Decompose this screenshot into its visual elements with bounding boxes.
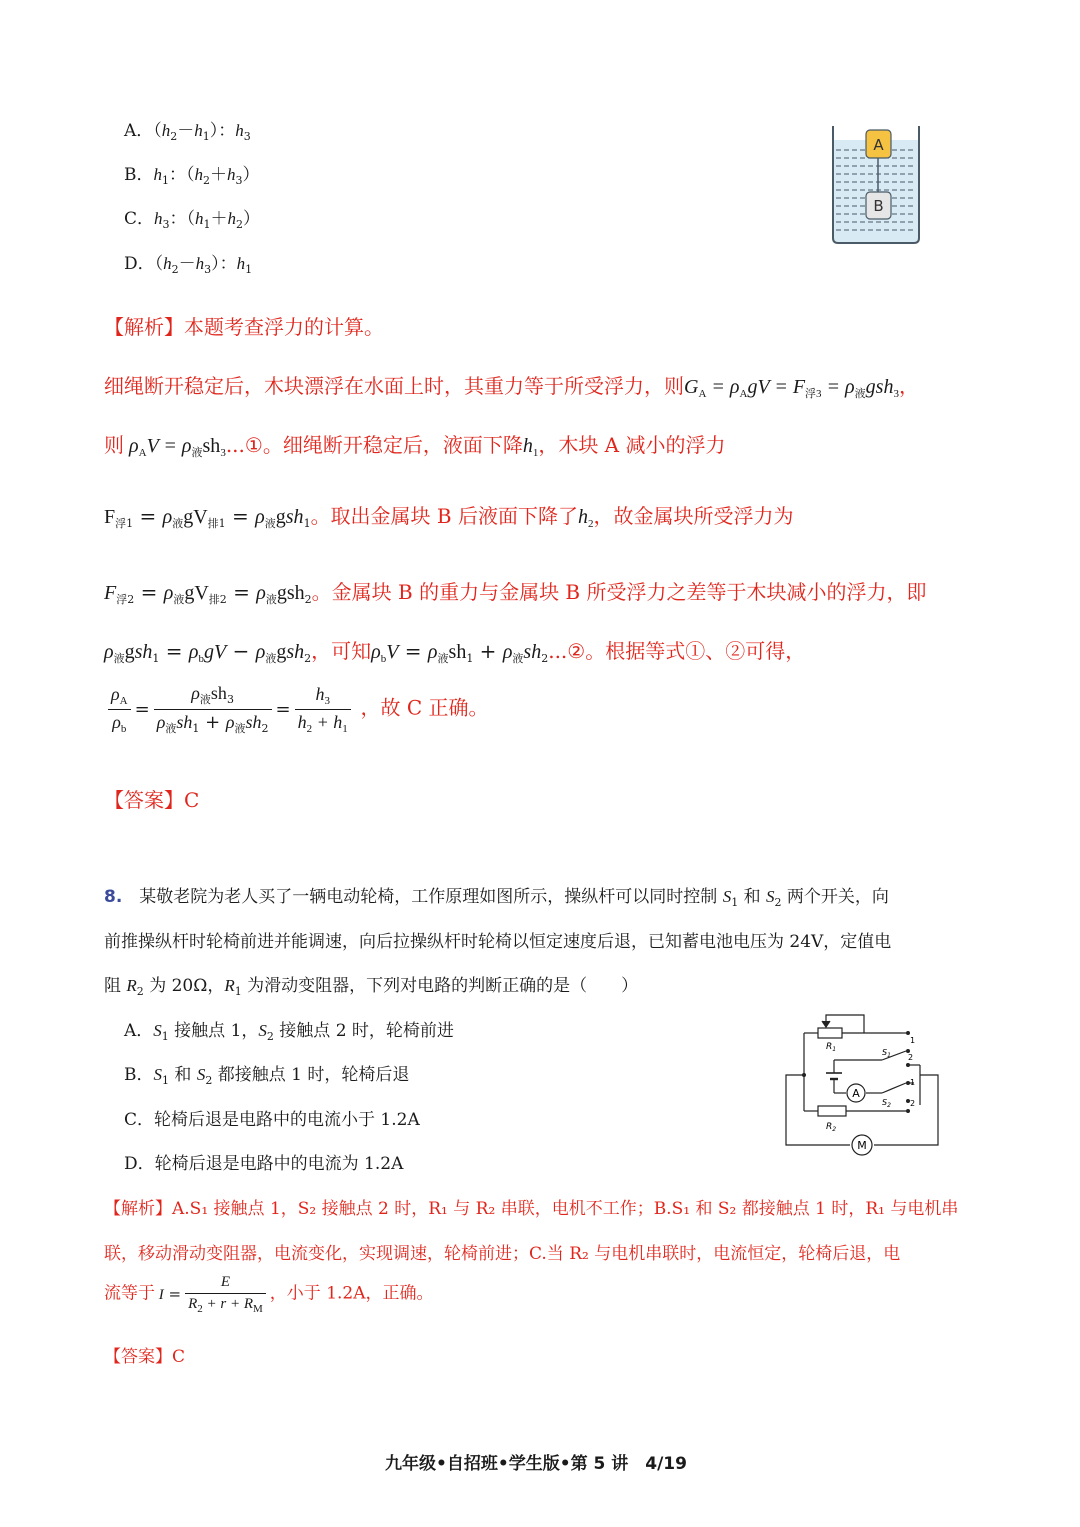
circuit-ammeter-label: A: [852, 1087, 860, 1100]
q8-analysis-line-2: 联，移动滑动变阻器，电流变化，实现调速，轮椅前进；C.当 R₂ 与电机串联时，电流恒定，轮椅后退，电: [104, 1244, 901, 1264]
circuit-s2-label: $S_2$: [882, 1098, 891, 1109]
option-d: D．$(h_2-h_3)$：$h_1$: [124, 254, 253, 276]
analysis-line-1: 细绳断开稳定后，木块漂浮在水面上时，其重力等于所受浮力，则$G_A = \rho_AgV = F_{浮3} = \rho_液gsh_3$，: [104, 374, 919, 400]
analysis-line-6: $\frac{\rho_A}{\rho_b}$ = $\frac{\rho_液sh_3}{\rho_液sh_1 + \rho_液sh_2}$ = $\frac{h_3}{h_2 + h_1}$ ，故 C 正确。: [104, 683, 489, 736]
option-b: B．$h_1$：$(h_2+h_3)$: [124, 165, 260, 187]
analysis-line-2: 则 $\rho_AV$ = $\rho_液sh_3...①$。细绳断开稳定后，液面下降$h_1$，木块 A 减小的浮力: [104, 433, 726, 459]
page-number: 4/19: [645, 1454, 687, 1474]
q8-analysis-line-3: 流等于 I = $\frac{E}{R_2 + r + R_M}$ ，小于 1.2A，正确。: [104, 1274, 434, 1315]
analysis-line-3: $F_{浮1} = \rho_液gV_{排1} = \rho_液gsh_1$。取出金属块 B 后液面下降了$h_2$，故金属块所受浮力为: [104, 504, 794, 530]
contact-1-bottom: 1: [910, 1078, 916, 1087]
analysis-line-4: $F_{浮2} = \rho_液gV_{排2} = \rho_液gsh_2$。金属块 B 的重力与金属块 B 所受浮力之差等于木块减小的浮力，即: [104, 580, 927, 606]
answer-7: 【答案】C: [104, 788, 200, 812]
option-c: C．$h_3$：$(h_1+h_2)$: [124, 209, 261, 231]
circuit-r2-label: $R_2$: [826, 1122, 837, 1133]
option-a: A．$(h_2-h_1)$：$h_3$: [124, 121, 251, 143]
q8-analysis-line-1: 【解析】A.S₁ 接触点 1，S₂ 接触点 2 时，R₁ 与 R₂ 串联，电机不工作；B.S₁ 和 S₂ 都接触点 1 时，R₁ 与电机串: [104, 1199, 959, 1219]
block-b-label: B: [873, 197, 884, 215]
analysis-heading: 【解析】本题考查浮力的计算。: [104, 315, 384, 339]
question-8-line-3: 阻 $R_2$ 为 20Ω，$R_1$ 为滑动变阻器，下列对电路的判断正确的是（ ）: [104, 976, 639, 998]
beaker-figure: [826, 122, 926, 248]
question-8-line-2: 前推操纵杆时轮椅前进并能调速，向后拉操纵杆时轮椅以恒定速度后退，已知蓄电池电压为 24V，定值电: [104, 932, 892, 952]
q8-option-d: D．轮椅后退是电路中的电流为 1.2A: [124, 1154, 404, 1174]
page-footer: 九年级•自招班•学生版•第 5 讲 4/19: [385, 1454, 687, 1474]
circuit-diagram: [782, 1005, 944, 1160]
circuit-r1-label: $R_1$: [826, 1042, 837, 1053]
contact-1-top: 1: [910, 1036, 916, 1045]
circuit-motor-label: M: [857, 1139, 867, 1152]
contact-2-top: 2: [908, 1053, 914, 1062]
block-a-label: A: [873, 136, 884, 154]
question-8-line-1: 8. 某敬老院为老人买了一辆电动轮椅，工作原理如图所示，操纵杆可以同时控制 $S_1$ 和 $S_2$ 两个开关，向: [104, 887, 889, 909]
circuit-s1-label: $S_1$: [882, 1048, 891, 1059]
answer-8: 【答案】C: [104, 1347, 186, 1367]
q8-option-c: C．轮椅后退是电路中的电流小于 1.2A: [124, 1110, 420, 1130]
analysis-line-5: $\rho_液gsh_1 = \rho_bgV - \rho_液gsh_2$，可知$\rho_bV = \rho_液sh_1$ + $\rho_液sh_2...②$。根据等式①、②可得，: [104, 639, 806, 665]
contact-2-bottom: 2: [910, 1099, 916, 1108]
q8-option-b: B．$S_1$ 和 $S_2$ 都接触点 1 时，轮椅后退: [124, 1065, 410, 1087]
q8-option-a: A．$S_1$ 接触点 1，$S_2$ 接触点 2 时，轮椅前进: [124, 1021, 454, 1043]
